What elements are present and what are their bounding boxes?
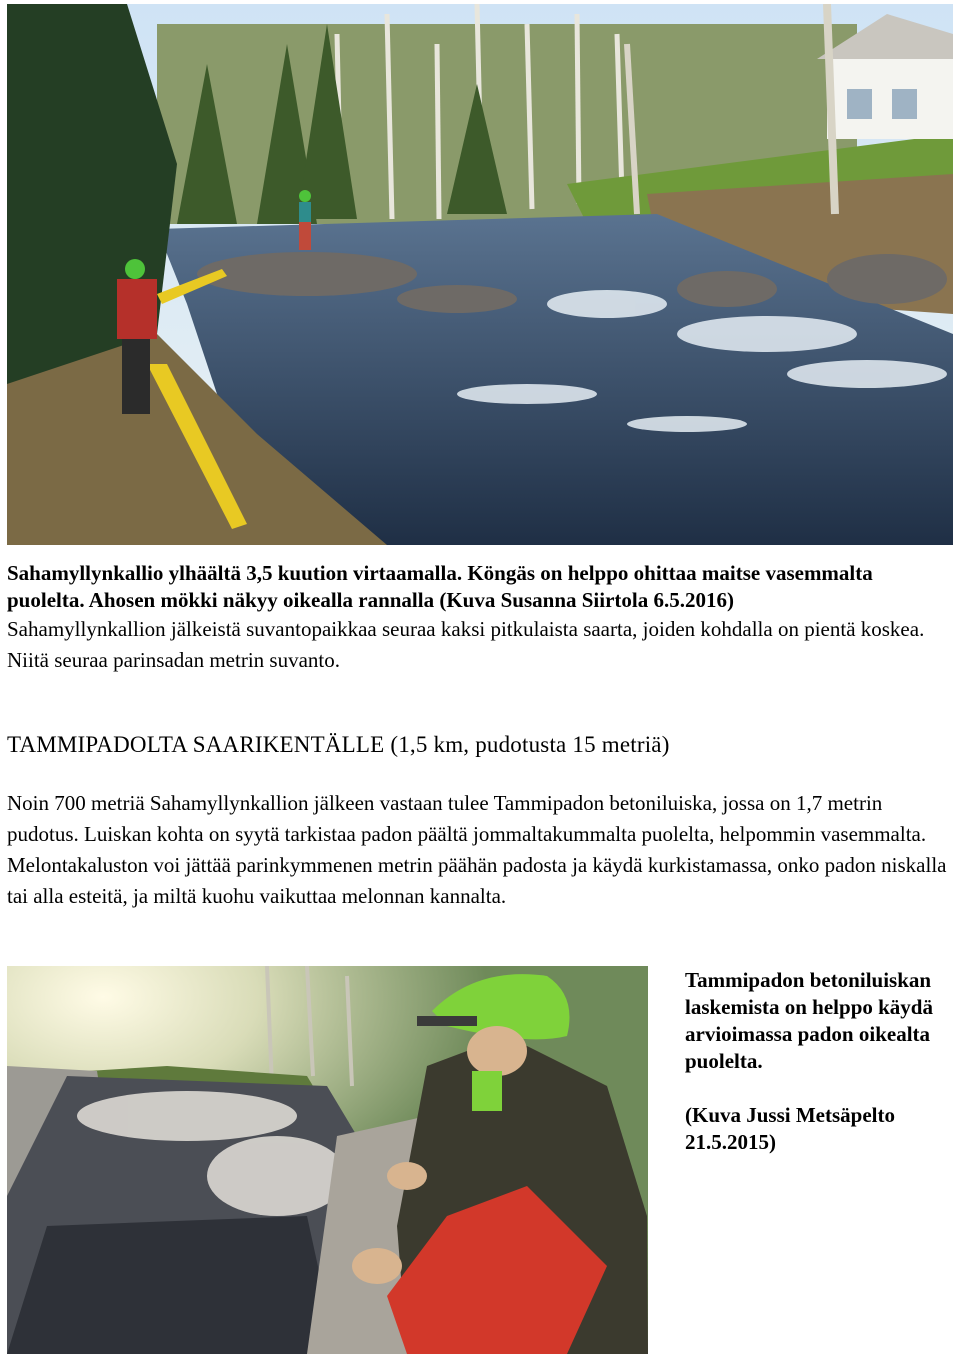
photo-caption-side — [685, 967, 950, 1156]
photo-caption-text: Tammipadon betoniluiskan laskemista on helppo käydä arvioimassa padon oikealta puolelta. — [685, 968, 933, 1073]
dam-inspection-photo — [7, 966, 648, 1354]
river-rapids-photo — [7, 4, 953, 545]
section-heading: TAMMIPADOLTA SAARIKENTÄLLE (1,5 km, pudotusta 15 metriä) — [7, 732, 670, 757]
photo-credit: (Kuva Jussi Metsäpelto 21.5.2015) — [685, 1103, 895, 1154]
body-paragraph: Sahamyllynkallion jälkeistä suvantopaikkaa seuraa kaksi pitkulaista saarta, joiden kohdalla on pientä koskea. Niitä seuraa parinsadan metrin suvanto. — [7, 617, 925, 672]
section-paragraph: Noin 700 metriä Sahamyllynkallion jälkeen vastaan tulee Tammipadon betoniluiska, jossa on 1,7 metrin pudotus. Luiskan kohta on syytä tarkistaa padon päältä jommaltakummalta puolelta, helpommin vasemmalta. Melontakaluston voi jättää parinkymmenen metrin päähän padosta ja käydä kurkistamassa, onko padon niskalla tai alla esteitä, ja miltä kuohu vaikuttaa melonnan kannalta. — [7, 791, 947, 908]
photo-caption: Sahamyllynkallio ylhäältä 3,5 kuution virtaamalla. Köngäs on helppo ohittaa maitse vasemmalta puolelta. Ahosen mökki näkyy oikealla rannalla (Kuva Susanna Siirtola 6.5.2016) — [7, 561, 873, 612]
